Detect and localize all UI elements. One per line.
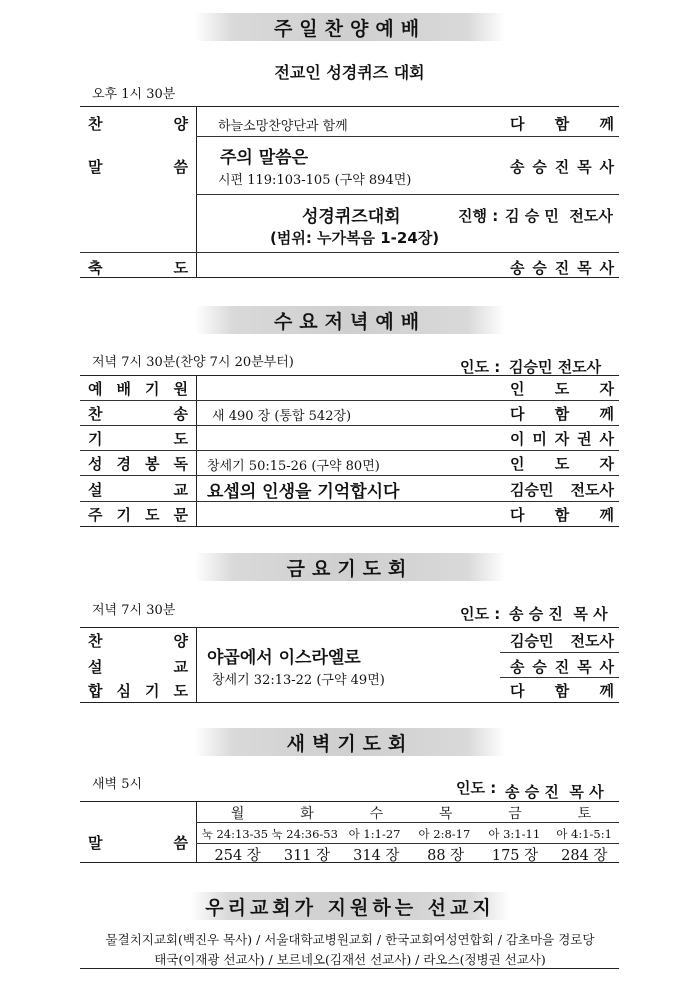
dawn-leader-label: 인도 : — [456, 779, 497, 797]
divider — [80, 862, 619, 863]
wednesday-row-label: 주 기 도 문 — [88, 506, 188, 524]
wednesday-sermon-title: 요셉의 인생을 기억합시다 — [207, 482, 400, 502]
divider — [196, 822, 619, 823]
sunday-sermon-title: 주의 말씀은 — [220, 148, 309, 168]
wednesday-scripture: 창세기 50:15-26 (구약 80면) — [207, 459, 380, 474]
divider — [80, 501, 619, 502]
wednesday-row-label: 성 경 봉 독 — [88, 455, 188, 473]
friday-row-label: 설 교 — [88, 658, 188, 676]
wednesday-row-who: 인 도 자 — [510, 380, 614, 398]
reading: 아 3:1-11 — [488, 827, 541, 841]
chapter-count: 311 장 — [283, 848, 331, 864]
friday-sermon-ref: 창세기 32:13-22 (구약 49면) — [212, 673, 385, 688]
reading: 아 2:8-17 — [418, 827, 471, 841]
reading: 눅 24:13-35 — [201, 827, 269, 841]
sunday-quiz-host-label: 진행 : — [458, 207, 499, 225]
sunday-sermon-ref: 시편 119:103-105 (구약 894면) — [218, 173, 412, 188]
divider — [196, 136, 619, 137]
missions-line: 물결치지교회(백진우 목사) / 서울대학교병원교회 / 한국교회여성연합회 / 감초마을 경로당 — [105, 932, 595, 947]
sunday-sermon-label: 말 씀 — [88, 158, 188, 176]
chapter-count: 254 장 — [214, 848, 261, 864]
divider — [196, 801, 197, 862]
missions-section-title: 우리교회가 지원하는 선교지 — [190, 892, 510, 920]
reading: 아 4:1-5:1 — [556, 827, 612, 841]
friday-row-who: 송 승 진 목 사 — [510, 658, 614, 676]
sunday-blessing-leader: 송 승 진 목 사 — [510, 259, 614, 277]
reading: 아 1:1-27 — [348, 827, 401, 841]
divider — [80, 627, 619, 628]
divider — [80, 801, 619, 802]
divider — [196, 194, 619, 195]
divider — [80, 425, 619, 426]
divider — [80, 526, 619, 527]
sunday-section-title: 주일찬양예배 — [195, 13, 505, 41]
dawn-weekdays — [203, 803, 619, 823]
sunday-quiz-range: (범위: 누가복음 1-24장) — [270, 229, 440, 247]
friday-row-who: 김승민 전도사 — [510, 632, 614, 650]
friday-row-label: 합 심 기 도 — [88, 682, 188, 700]
wednesday-row-label: 찬 송 — [88, 405, 188, 423]
sunday-time: 오후 1시 30분 — [92, 87, 176, 102]
divider — [500, 652, 619, 653]
dawn-readings — [200, 826, 619, 842]
chapter-count: 314 장 — [353, 848, 400, 864]
sunday-quiz-title: 성경퀴즈대회 — [302, 207, 401, 227]
wednesday-row-label: 예 배 기 원 — [88, 380, 188, 398]
friday-row-who: 다 함 께 — [510, 682, 614, 700]
wednesday-row-who: 다 함 께 — [510, 405, 614, 423]
wednesday-row-label: 설 교 — [88, 481, 188, 499]
friday-section-title: 금요기도회 — [195, 553, 505, 581]
reading: 눅 24:36-53 — [271, 827, 338, 841]
missions-list — [80, 930, 620, 970]
weekday: 목 — [438, 806, 453, 822]
sunday-quiz-host: 김 승 민 전도사 — [505, 207, 613, 225]
divider — [80, 106, 619, 107]
wednesday-hymn: 새 490 장 (통합 542장) — [212, 409, 352, 424]
weekday: 토 — [577, 806, 592, 822]
sunday-subtitle: 전교인 성경퀴즈 대회 — [274, 63, 425, 82]
wednesday-row-label: 기 도 — [88, 430, 188, 448]
friday-sermon-title: 야곱에서 이스라엘로 — [207, 648, 361, 668]
divider — [196, 627, 197, 702]
weekday: 월 — [230, 806, 245, 822]
chapter-count: 284 장 — [561, 848, 608, 864]
wednesday-section-title: 수요저녁예배 — [195, 306, 505, 334]
friday-leader-label: 인도 : — [460, 605, 501, 623]
dawn-leader: 송 승 진 목 사 — [505, 783, 604, 801]
divider — [80, 475, 619, 476]
sunday-praise-content: 하늘소망찬양단과 함께 — [218, 119, 348, 134]
sunday-blessing-label: 축 도 — [88, 259, 188, 277]
wednesday-leader-label: 인도 : — [460, 358, 501, 376]
dawn-section-title: 새벽기도회 — [195, 728, 505, 756]
friday-time: 저녁 7시 30분 — [92, 603, 176, 618]
weekday: 금 — [508, 806, 522, 822]
dawn-time: 새벽 5시 — [92, 777, 143, 792]
wednesday-leader: 김승민 전도사 — [509, 358, 602, 376]
friday-row-label: 찬 양 — [88, 632, 188, 650]
divider — [80, 375, 619, 376]
divider — [500, 677, 619, 678]
divider — [80, 252, 619, 253]
divider — [80, 702, 619, 703]
divider — [80, 400, 619, 401]
chapter-count: 175 장 — [491, 848, 539, 864]
sunday-praise-label: 찬 양 — [88, 115, 188, 133]
wednesday-row-who: 김승민 전도사 — [510, 481, 614, 499]
wednesday-time: 저녁 7시 30분(찬양 7시 20분부터) — [92, 355, 294, 370]
sunday-sermon-leader: 송 승 진 목 사 — [510, 158, 614, 176]
chapter-count: 88 장 — [427, 848, 465, 864]
wednesday-row-who: 다 함 께 — [510, 506, 614, 524]
divider — [80, 277, 619, 278]
dawn-label: 말 씀 — [88, 834, 188, 852]
divider — [80, 450, 619, 451]
friday-leader: 송 승 진 목 사 — [509, 605, 608, 623]
sunday-praise-leader: 다 함 께 — [510, 115, 614, 133]
weekday: 수 — [369, 806, 384, 822]
wednesday-row-who: 인 도 자 — [510, 455, 614, 473]
missions-line: 태국(이재광 선교사) / 보르네오(김재선 선교사) / 라오스(정병권 선교사) — [154, 952, 546, 967]
weekday: 화 — [300, 806, 314, 822]
divider — [80, 968, 619, 969]
wednesday-row-who: 이 미 자 권 사 — [510, 430, 614, 448]
